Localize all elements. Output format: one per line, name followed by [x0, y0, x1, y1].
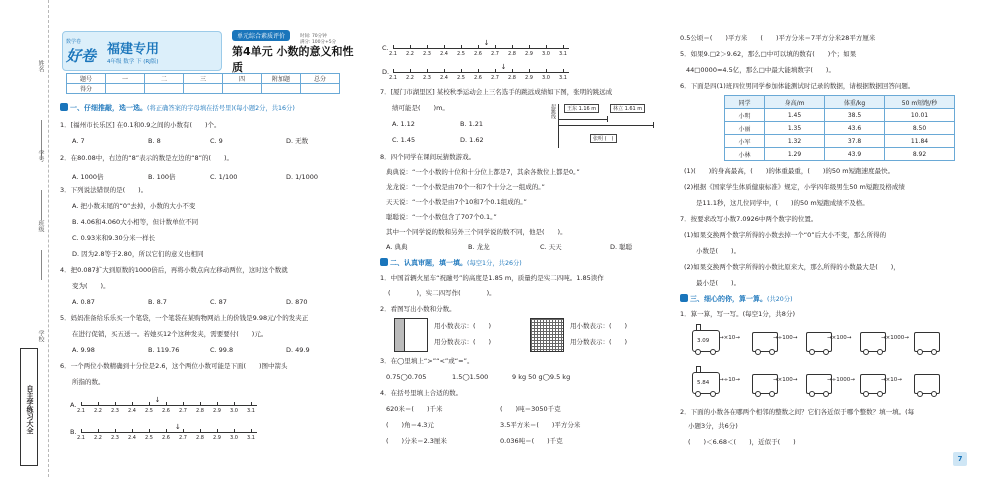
logo-mark: 好卷	[66, 47, 97, 65]
table-cell: 1.45	[765, 109, 825, 122]
nl-tick-label: 2.5	[145, 408, 153, 414]
cell: 总分	[301, 74, 340, 84]
class-line	[41, 250, 42, 280]
nl-axis	[81, 405, 257, 406]
nl-tick	[546, 45, 547, 49]
q8-long: 龙龙说：“一个小数是由70个一和7个十分之一组成的。”	[386, 183, 545, 191]
jump-zhang: 张明 ( )	[590, 134, 617, 143]
th: 身高/m	[765, 96, 825, 109]
q3-opt-d[interactable]: D. 因为2.8等于2.80，所以它们的意义也相同	[72, 250, 204, 258]
q2-1: 1．中国首辆火星车“祝融号”的高度是1.85 m，质量约是实二四吨。1.85读作	[380, 274, 604, 282]
q2-1-cont: ( )，实二四写作( )。	[388, 289, 496, 297]
nl-arrow: ↓	[154, 396, 161, 404]
table-cell: 8.50	[885, 122, 955, 135]
table-row	[725, 122, 955, 135]
class-label: 班级	[37, 220, 44, 232]
jump-tick	[607, 116, 608, 122]
q2-7-1-cont[interactable]: 小数是( )。	[696, 247, 741, 255]
cell: 题号	[67, 74, 106, 84]
q2-4-a[interactable]: 620米＝( )千米	[386, 405, 443, 413]
cell: 附加题	[262, 74, 301, 84]
nl-tick-label: 3.1	[559, 51, 567, 57]
nl-tick-label: 3.1	[247, 435, 255, 441]
q4-opt-a[interactable]: A. 0.87	[72, 298, 95, 306]
nl-tick-label: 2.7	[491, 75, 499, 81]
jump-tick	[653, 122, 654, 128]
region-label: 福建专用	[107, 42, 160, 57]
nl-tick-label: 2.7	[491, 51, 499, 57]
nl-tick-label: 2.1	[389, 75, 397, 81]
train-operation: →÷10→	[719, 377, 740, 383]
table-cell: 小军	[725, 135, 765, 148]
q3-opt-b[interactable]: B. 4.06和4.060大小相等，但计数单位不同	[72, 218, 199, 226]
nl-tick-label: 3.0	[542, 75, 550, 81]
q3-opt-a[interactable]: A. 把小数末尾的“0”去掉，小数的大小不变	[72, 202, 196, 210]
column-2	[380, 0, 660, 477]
th: 50 m短跑/秒	[885, 96, 955, 109]
school-label: 学校	[37, 330, 44, 342]
nl-tick-label: 2.6	[474, 51, 482, 57]
score-table	[66, 73, 340, 94]
train-engine	[692, 330, 720, 352]
nl-tick-label: 3.0	[542, 51, 550, 57]
unit-title: 第4单元 小数的意义和性质	[232, 45, 354, 74]
q3-opt-c[interactable]: C. 0.93米和9.30分米一样长	[72, 234, 156, 242]
nl-tick-label: 2.2	[94, 408, 102, 414]
table-cell: 1.29	[765, 148, 825, 161]
nl-tick	[410, 45, 411, 49]
brand-logo: 自主学练习大全	[20, 348, 38, 466]
score-cell[interactable]	[145, 84, 184, 94]
q5: 5．妈妈准备给乐乐买一个笔袋，一个笔袋在某购物网站上的价钱是9.98元/个的发夹正	[60, 314, 309, 322]
nl-tick-label: 2.2	[406, 51, 414, 57]
q2-4-f[interactable]: 0.036吨＝( )千克	[500, 437, 563, 445]
nl-axis	[393, 48, 569, 49]
takeoff-line-label: 起跳线	[550, 104, 556, 119]
q2-2-decimal-2[interactable]: 用小数表示：( )	[570, 322, 628, 330]
grade-label: 4年级 数学 下 (RJ版)	[107, 59, 159, 65]
q2-4-b[interactable]: ( )吨＝3050千克	[500, 405, 561, 413]
nl-tick-label: 2.9	[213, 408, 221, 414]
q5-cont: 在进行促销，买五送一。若她买12个这种发夹，需要要付( )元。	[72, 330, 268, 338]
q2-2-fraction-2[interactable]: 用分数表示：( )	[570, 338, 628, 346]
nl-tick	[563, 69, 564, 73]
q5-opt-b[interactable]: B. 119.76	[148, 346, 180, 354]
q1-opt-a[interactable]: A. 7	[72, 137, 85, 145]
q2-3-b[interactable]: 1.5◯1.500	[452, 373, 489, 381]
q2-7: 7．按要求改写小数7.0926中两个数字的位置。	[680, 215, 818, 223]
q2-5: 5．如果9.□2＞9.62，那么□中可以填的数有( )个；如果	[680, 50, 857, 58]
q2-5-cont: 44□0000≈4.5亿，那么□中最大能填数字( )。	[686, 66, 835, 74]
table-cell: 37.8	[825, 135, 885, 148]
q8-ask: 其中一个同学说的数和另外三个同学说的数不同，他是( )。	[386, 228, 567, 236]
train-operation: →÷100→	[773, 335, 798, 341]
q2-4: 4．在括号里填上合适的数。	[380, 389, 463, 397]
q7-cont: 绩可能是( )m。	[392, 104, 449, 112]
table-cell: 38.5	[825, 109, 885, 122]
q3-2-cont: 小题3分，共6分)	[688, 422, 738, 430]
q2-opt-a[interactable]: A. 1000倍	[72, 173, 104, 181]
q2-4-g[interactable]: 0.5公顷＝( )平方米 ( )平方分米＝7平方分米28平方厘米	[680, 34, 876, 42]
q1-opt-b[interactable]: B. 8	[148, 137, 161, 145]
table-cell: 43.6	[825, 122, 885, 135]
nl-tick-label: 2.3	[423, 51, 431, 57]
score-cell[interactable]	[184, 84, 223, 94]
q3: 3．下列说法错误的是( )。	[60, 186, 148, 194]
nl-tick-label: 2.2	[406, 75, 414, 81]
cell: 四	[223, 74, 262, 84]
q2-opt-c[interactable]: C. 1/100	[210, 173, 238, 181]
nl-axis	[393, 72, 569, 73]
q2-4-d[interactable]: 3.5平方米＝( )平方分米	[500, 421, 581, 429]
train-operation: →×100→	[827, 335, 852, 341]
q8: 8．四个同学在课间玩猜数游戏。	[380, 153, 476, 161]
nl-tick	[251, 402, 252, 406]
train-start-value: 3.09	[697, 338, 710, 344]
nl-tick	[251, 429, 252, 433]
train-operation: →×10→	[881, 377, 902, 383]
q2-6-2-cont[interactable]: 是11.1秒，这几位同学中，( )的50 m短跑成绩不及格。	[696, 199, 869, 207]
time-limit: 时间: 70分钟	[300, 34, 327, 39]
nl-tick-label: 2.7	[179, 435, 187, 441]
q2-opt-d[interactable]: D. 1/1000	[286, 173, 319, 181]
nl-tick	[444, 69, 445, 73]
nl-tick-label: 2.4	[440, 75, 448, 81]
nl-tick-label: 2.5	[145, 435, 153, 441]
table-cell: 小明	[725, 109, 765, 122]
score-cell[interactable]	[223, 84, 262, 94]
train-car-answer[interactable]	[914, 374, 940, 394]
id-label: 学号	[37, 150, 44, 162]
q6: 6．一个两位小数精确到十分位是2.6，这个两位小数可能是下面( )图中箭头	[60, 362, 288, 370]
q4: 4．把0.087扩大到原数的1000倍后，再将小数点向左移动两位，这时这个数就	[60, 266, 288, 274]
nl-tick-label: 2.3	[111, 408, 119, 414]
nl-tick-label: 3.1	[559, 75, 567, 81]
id-line	[41, 190, 42, 220]
q2-2-fraction-1[interactable]: 用分数表示：( )	[434, 338, 492, 346]
nl-tick	[132, 429, 133, 433]
nl-tick	[234, 429, 235, 433]
q7-opt-c[interactable]: C. 1.45	[392, 136, 416, 144]
train-engine	[692, 372, 720, 394]
table-cell: 10.01	[885, 109, 955, 122]
nl-tick	[149, 429, 150, 433]
nl-arrow: ↓	[174, 423, 181, 431]
q8-tian: 天天说：“一个小数是由7个10和7个0.1组成的。”	[386, 198, 527, 206]
q2-6-1[interactable]: (1)( )的身高最高，( )的体重最重，( )的50 m短跑速度最快。	[684, 167, 895, 175]
nl-tick	[98, 402, 99, 406]
nl-tick	[98, 429, 99, 433]
score-cell[interactable]	[106, 84, 145, 94]
takeoff-line	[558, 104, 559, 148]
train-operation: →÷1000→	[827, 377, 855, 383]
nl-tick	[166, 429, 167, 433]
name-label: 姓名	[37, 60, 44, 72]
nl-tick	[427, 69, 428, 73]
table-cell: 43.9	[825, 148, 885, 161]
q2-opt-b[interactable]: B. 100倍	[148, 173, 176, 181]
nl-tick	[115, 402, 116, 406]
nl-tick-label: 2.8	[508, 75, 516, 81]
table-cell: 小丽	[725, 122, 765, 135]
q2-4-e[interactable]: ( )分米＝2.3厘米	[386, 437, 447, 445]
nl-arrow: ↓	[500, 63, 507, 71]
train-start-value: 5.84	[697, 380, 710, 386]
section-1-title: 一、仔细推敲，选一选。(将正确答案的字母填在括号里)(每小题2分，共16分)	[60, 103, 295, 113]
nl-tick	[461, 69, 462, 73]
q3-1: 1．算一算，写一写。(每空1分，共8分)	[680, 310, 795, 318]
jump-wang: 王东 1.16 m	[564, 104, 599, 113]
header	[62, 31, 358, 74]
score-cell[interactable]	[262, 84, 301, 94]
q2: 2．在80.08中，右边的“8”表示的数是左边的“8”的( )。	[60, 154, 234, 162]
table-row	[725, 109, 955, 122]
train-operation: →×10→	[719, 335, 740, 341]
nl-tick	[495, 69, 496, 73]
nl-tick-label: 2.2	[94, 435, 102, 441]
q2-7-2-cont[interactable]: 最小是( )。	[696, 279, 741, 287]
th: 同学	[725, 96, 765, 109]
q4-opt-b[interactable]: B. 8.7	[148, 298, 167, 306]
th: 体重/kg	[825, 96, 885, 109]
nl-tick	[393, 45, 394, 49]
table-cell: 11.84	[885, 135, 955, 148]
q7-opt-b[interactable]: B. 1.21	[460, 120, 484, 128]
q2-7-1: (1)如果交换两个数字所得的小数去掉一个“0”后大小不变，那么所得的	[684, 231, 887, 239]
meta	[300, 34, 336, 46]
nl-tick-label: 3.0	[230, 408, 238, 414]
score-cell[interactable]	[301, 84, 340, 94]
q2-6-2: (2)根据《国家学生体质健康标准》规定，小学四年级男生50 m短跑及格成绩	[684, 183, 905, 191]
nl-tick	[200, 402, 201, 406]
logo-small: 数学卷	[66, 39, 82, 45]
nl-tick	[234, 402, 235, 406]
nl-tick	[529, 69, 530, 73]
q8-cong: 聪聪说：“一个小数包含了707个0.1。”	[386, 213, 497, 221]
nl-tick	[410, 69, 411, 73]
jump-bar-lin	[558, 125, 654, 126]
nl-tick	[217, 402, 218, 406]
nl-tick	[115, 429, 116, 433]
column-1	[60, 0, 360, 477]
nl-tick	[478, 45, 479, 49]
cell: 三	[184, 74, 223, 84]
q8-opt-a[interactable]: A. 典典	[386, 243, 408, 251]
nl-tick-label: 2.9	[213, 435, 221, 441]
nl-tick	[393, 69, 394, 73]
nl-tick-label: 2.6	[162, 435, 170, 441]
nl-tick	[183, 429, 184, 433]
nl-tick	[478, 69, 479, 73]
cell: 二	[145, 74, 184, 84]
q4-opt-c[interactable]: C. 87	[210, 298, 227, 306]
q6-cont: 所指的数。	[72, 378, 105, 386]
table-cell: 1.35	[765, 122, 825, 135]
nl-tick	[461, 45, 462, 49]
q7: 7．[厦门市湖里区] 某校秋季运动会上三名选手的跳远成绩如下图，张明的跳远成	[380, 88, 613, 96]
cell: 一	[106, 74, 145, 84]
nl-tick-label: 3.1	[247, 408, 255, 414]
train-car-answer[interactable]	[914, 332, 940, 352]
nl-label: A.	[70, 401, 77, 409]
nl-tick-label: 2.8	[196, 435, 204, 441]
nl-label: B.	[70, 428, 77, 436]
binding-strip	[0, 0, 60, 477]
q5-opt-a[interactable]: A. 9.98	[72, 346, 95, 354]
hundred-grid	[530, 318, 564, 352]
eval-tag: 单元综合素质评价	[232, 30, 290, 41]
nl-tick-label: 2.3	[423, 75, 431, 81]
jump-bar-wang	[558, 119, 608, 120]
nl-tick-label: 2.3	[111, 435, 119, 441]
nl-tick-label: 2.5	[457, 51, 465, 57]
q2-6: 6．下面是四(1)班四位男同学参加体能测试时记录的数据，请根据数据回答问题。	[680, 82, 915, 90]
nl-tick	[183, 402, 184, 406]
nl-tick-label: 2.9	[525, 51, 533, 57]
nl-tick	[546, 69, 547, 73]
q2-2: 2．看图写出小数和分数。	[380, 305, 456, 313]
nl-tick	[217, 429, 218, 433]
q3-2: 2．下面的小数各在哪两个相邻的整数之间？它们各近似于哪个整数？填一填。(每	[680, 408, 915, 416]
table-cell: 8.92	[885, 148, 955, 161]
q8-opt-d[interactable]: D. 聪聪	[610, 243, 633, 251]
nl-tick-label: 2.6	[162, 408, 170, 414]
nl-tick-label: 2.9	[525, 75, 533, 81]
nl-tick	[427, 45, 428, 49]
nl-tick-label: 2.1	[77, 435, 85, 441]
nl-tick	[512, 45, 513, 49]
q8-opt-c[interactable]: C. 天天	[540, 243, 562, 251]
q8-opt-b[interactable]: B. 龙龙	[468, 243, 490, 251]
nl-tick	[81, 429, 82, 433]
jump-lin: 林立 1.61 m	[610, 104, 645, 113]
nl-tick-label: 2.7	[179, 408, 187, 414]
q1: 1．[福州市长乐区] 在0.1和0.9之间的小数有( )个。	[60, 121, 221, 129]
nl-axis	[81, 432, 257, 433]
nl-tick	[166, 402, 167, 406]
nl-tick	[149, 402, 150, 406]
q7-opt-d[interactable]: D. 1.62	[460, 136, 484, 144]
nl-tick	[495, 45, 496, 49]
column-3	[680, 0, 980, 477]
section-3-title: 三、细心的你，算一算。(共20分)	[680, 294, 793, 304]
q8-dian: 典典说：“一个小数的十位和十分位上都是7，其余各数位上都是0。”	[386, 168, 580, 176]
train-operation: →×1000→	[881, 335, 909, 341]
q2-2-decimal-1[interactable]: 用小数表示：( )	[434, 322, 492, 330]
nl-label: D.	[382, 68, 390, 76]
q2-4-c[interactable]: ( )角＝4.3元	[386, 421, 434, 429]
cell: 得分	[67, 84, 106, 94]
cut-line	[48, 0, 49, 477]
nl-tick-label: 2.8	[508, 51, 516, 57]
nl-arrow: ↓	[483, 39, 490, 47]
table-row	[725, 148, 955, 161]
q2-7-2[interactable]: (2)如果交换两个数字所得的小数比原来大，那么所得的小数最大是( )，	[684, 263, 900, 271]
nl-tick-label: 2.6	[474, 75, 482, 81]
q5-opt-d[interactable]: D. 49.9	[286, 346, 310, 354]
nl-tick-label: 2.4	[128, 408, 136, 414]
table-cell: 1.32	[765, 135, 825, 148]
full-score: 满分: 100分+5分	[300, 40, 337, 45]
nl-tick	[200, 429, 201, 433]
q3-2-a[interactable]: ( )＜6.68＜( )，近似于( )	[688, 438, 796, 446]
q7-opt-a[interactable]: A. 1.12	[392, 120, 415, 128]
nl-tick	[444, 45, 445, 49]
q2-3-c[interactable]: 9 kg 50 g◯9.5 kg	[512, 373, 571, 381]
table-row	[725, 135, 955, 148]
fitness-table	[724, 95, 955, 161]
nl-tick-label: 2.5	[457, 75, 465, 81]
nl-tick	[563, 45, 564, 49]
nl-tick-label: 2.1	[389, 51, 397, 57]
table-cell: 小林	[725, 148, 765, 161]
nl-tick-label: 2.8	[196, 408, 204, 414]
nl-label: C.	[382, 44, 389, 52]
section-2-title: 二、认真审题，填一填。(每空1分，共26分)	[380, 258, 522, 268]
nl-tick-label: 3.0	[230, 435, 238, 441]
q1-opt-d[interactable]: D. 无数	[286, 137, 309, 145]
train-operation: →×100→	[773, 377, 798, 383]
nl-tick-label: 2.1	[77, 408, 85, 414]
q5-opt-c[interactable]: C. 99.8	[210, 346, 234, 354]
q1-opt-c[interactable]: C. 9	[210, 137, 223, 145]
nl-tick-label: 2.4	[128, 435, 136, 441]
q2-3: 3．在◯里填上“>”“<”或“=”。	[380, 357, 474, 365]
page-number: 7	[953, 452, 967, 466]
jump-diagram	[550, 104, 660, 148]
nl-tick	[81, 402, 82, 406]
q4-opt-d[interactable]: D. 870	[286, 298, 308, 306]
q2-3-a[interactable]: 0.75◯0.705	[386, 373, 427, 381]
nl-tick	[512, 69, 513, 73]
logo-box	[62, 31, 222, 71]
nl-tick-label: 2.4	[440, 51, 448, 57]
q4-cont: 变为( )。	[72, 282, 110, 290]
nl-tick	[132, 402, 133, 406]
shaded-square-1	[394, 318, 428, 352]
nl-tick	[529, 45, 530, 49]
